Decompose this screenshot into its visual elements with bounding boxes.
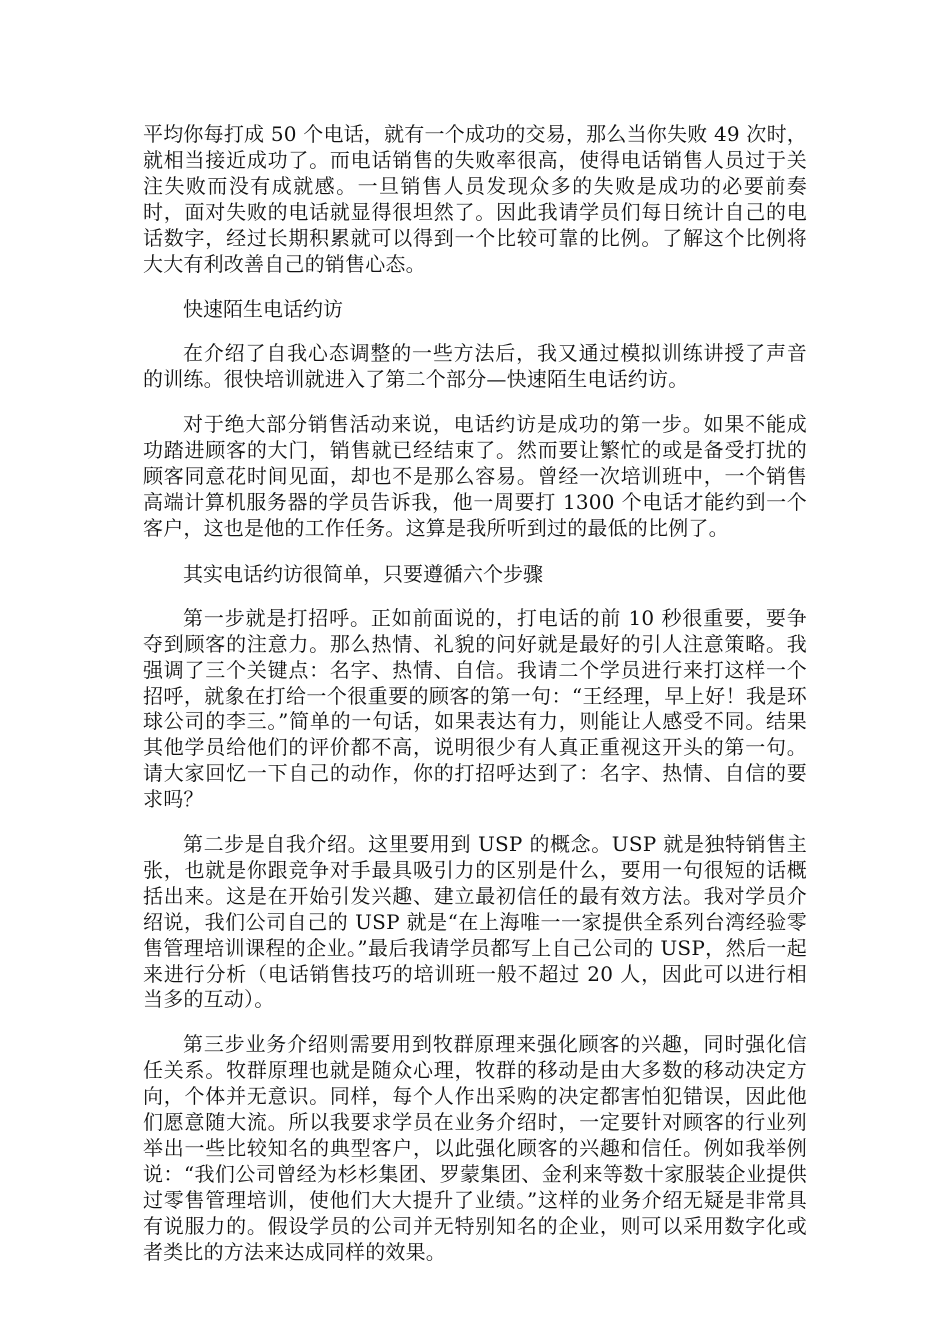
- paragraph-call-ratio: 平均你每打成 50 个电话，就有一个成功的交易，那么当你失败 49 次时，就相当接近成功了。而电话销售的失败率很高，使得电话销售人员过于关注失败而没有成就感。一旦销售人员发现众多的失败是成功的必要前奏时，面对失败的电话就显得很坦然了。因此我请学员们每日统计自己的电话数字，经过长期积累就可以得到一个比较可靠的比例。了解这个比例将大大有利改善自己的销售心态。: [143, 122, 807, 276]
- paragraph-step-three-business: 第三步业务介绍则需要用到牧群原理来强化顾客的兴趣，同时强化信任关系。牧群原理也就是随众心理，牧群的移动是由大多数的移动决定方向，个体并无意识。同样，每个人作出采购的决定都害怕犯错误，因此他们愿意随大流。所以我要求学员在业务介绍时，一定要针对顾客的行业列举出一些比较知名的典型客户，以此强化顾客的兴趣和信任。例如我举例说：“我们公司曾经为杉杉集团、罗蒙集团、金利来等数十家服装企业提供过零售管理培训，使他们大大提升了业绩。”这样的业务介绍无疑是非常具有说服力的。假设学员的公司并无特别知名的企业，则可以采用数字化或者类比的方法来达成同样的效果。: [143, 1032, 807, 1264]
- section-heading-six-steps: 其实电话约访很简单，只要遵循六个步骤: [183, 561, 543, 586]
- paragraph-step-one-greeting: 第一步就是打招呼。正如前面说的，打电话的前 10 秒很重要，要争夺到顾客的注意力。那么热情、礼貌的问好就是最好的引人注意策略。我强调了三个关键点：名字、热情、自信。我请二个学员进行来打这样一个招呼，就象在打给一个很重要的顾客的第一句：“王经理，早上好！我是环球公司的李三。”简单的一句话，如果表达有力，则能让人感受不同。结果其他学员给他们的评价都不高，说明很少有人真正重视这开头的第一句。请大家回忆一下自己的动作，你的打招呼达到了：名字、热情、自信的要求吗？: [143, 605, 807, 812]
- paragraph-step-two-introduction: 第二步是自我介绍。这里要用到 USP 的概念。USP 就是独特销售主张，也就是你跟竞争对手最具吸引力的区别是什么，要用一句很短的话概括出来。这是在开始引发兴趣、建立最初信任的最有效方法。我对学员介绍说，我们公司自己的 USP 就是“在上海唯一一家提供全系列台湾经验零售管理培训课程的企业。”最后我请学员都写上自己公司的 USP，然后一起来进行分析（电话销售技巧的培训班一般不超过 20 人，因此可以进行相当多的互动）。: [143, 832, 807, 1012]
- document-page: [143, 122, 807, 1285]
- section-heading-cold-call: 快速陌生电话约访: [183, 297, 343, 322]
- paragraph-voice-training: 在介绍了自我心态调整的一些方法后，我又通过模拟训练讲授了声音的训练。很快培训就进入了第二个部分—快速陌生电话约访。: [143, 341, 807, 392]
- paragraph-appointment-importance: 对于绝大部分销售活动来说，电话约访是成功的第一步。如果不能成功踏进顾客的大门，销售就已经结束了。然而要让繁忙的或是备受打扰的顾客同意花时间见面，却也不是那么容易。曾经一次培训班中，一个销售高端计算机服务器的学员告诉我，他一周要打 1300 个电话才能约到一个客户，这也是他的工作任务。这算是我所听到过的最低的比例了。: [143, 412, 807, 540]
